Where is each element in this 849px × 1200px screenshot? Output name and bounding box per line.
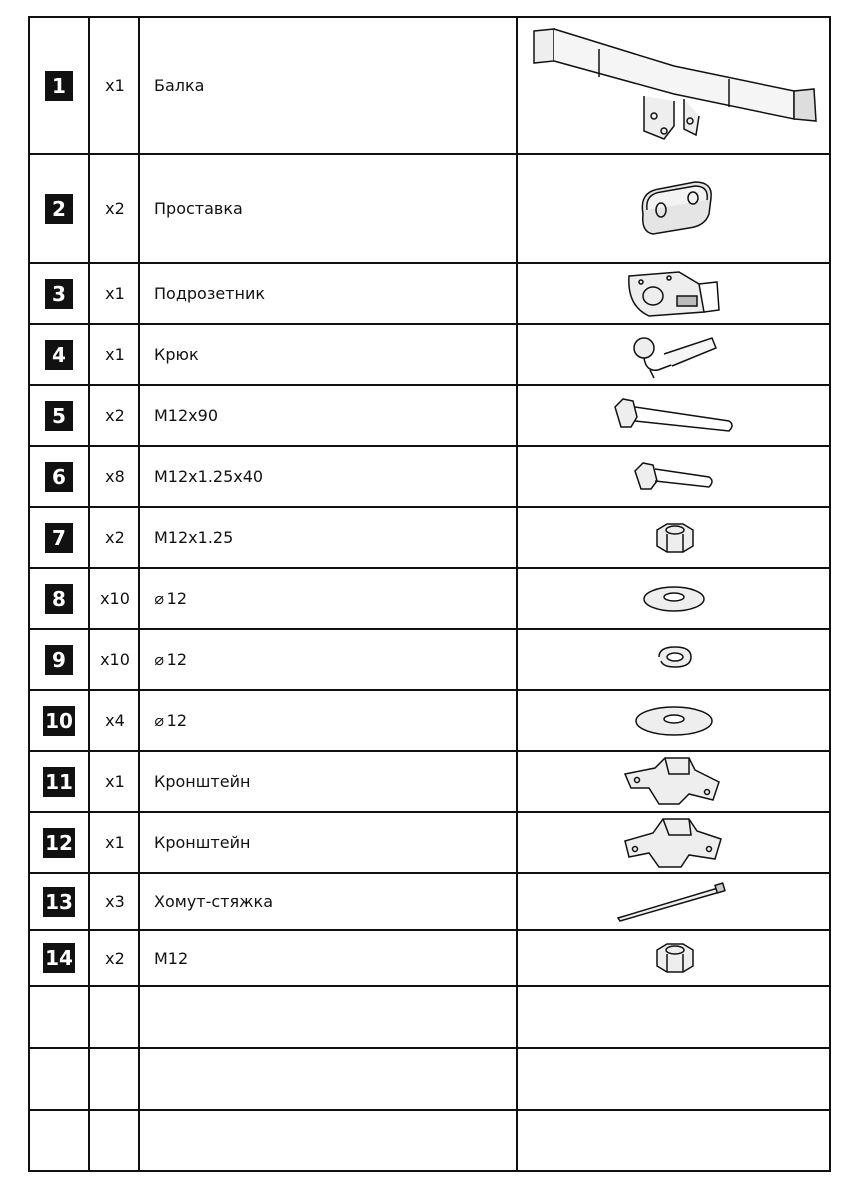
- part-quantity: x4: [105, 711, 125, 730]
- part-quantity: x1: [105, 345, 125, 364]
- table-row: [30, 18, 829, 155]
- part-name: Кронштейн: [154, 772, 251, 791]
- bracket-icon: [619, 754, 729, 810]
- part-quantity: x1: [105, 772, 125, 791]
- table-row: [30, 874, 829, 931]
- part-number-badge: 5: [45, 401, 73, 431]
- part-name: 12: [166, 589, 187, 608]
- bracket-icon: [619, 815, 729, 871]
- diameter-symbol: ⌀: [154, 589, 164, 608]
- part-number-badge: 11: [43, 767, 75, 797]
- part-quantity: x2: [105, 406, 125, 425]
- part-name: Балка: [154, 76, 205, 95]
- part-quantity: x1: [105, 284, 125, 303]
- part-number-badge: 2: [45, 194, 73, 224]
- part-name: Кронштейн: [154, 833, 251, 852]
- diameter-symbol: ⌀: [154, 711, 164, 730]
- part-number-badge: 13: [43, 887, 75, 917]
- table-row: [30, 447, 829, 508]
- table-row: [30, 264, 829, 325]
- part-number-badge: 12: [43, 828, 75, 858]
- part-number-badge: 6: [45, 462, 73, 492]
- part-name: Подрозетник: [154, 284, 266, 303]
- table-row: [30, 691, 829, 752]
- part-quantity: x1: [105, 833, 125, 852]
- table-row: [30, 325, 829, 386]
- hex-nut-icon: [649, 938, 699, 978]
- table-row: [30, 155, 829, 264]
- part-name: M12x90: [154, 406, 218, 425]
- table-row: [30, 386, 829, 447]
- tow-bar-beam-icon: [524, 21, 824, 151]
- part-quantity: x2: [105, 528, 125, 547]
- table-row: [30, 752, 829, 813]
- part-name: M12x1.25x40: [154, 467, 264, 486]
- large-washer-icon: [631, 703, 717, 739]
- socket-bracket-icon: [619, 266, 729, 322]
- part-name: 12: [166, 711, 187, 730]
- part-name: Крюк: [154, 345, 199, 364]
- part-quantity: x2: [105, 948, 125, 968]
- part-quantity: x8: [105, 467, 125, 486]
- empty-table-row: [30, 987, 829, 1049]
- bolt-long-icon: [609, 393, 739, 439]
- part-number-badge: 8: [45, 584, 73, 614]
- part-number-badge: 4: [45, 340, 73, 370]
- empty-table-row: [30, 1111, 829, 1170]
- part-quantity: x10: [100, 589, 130, 608]
- bolt-short-icon: [629, 457, 719, 497]
- part-name: 12: [166, 650, 187, 669]
- part-quantity: x10: [100, 650, 130, 669]
- part-name: Хомут-стяжка: [154, 892, 274, 911]
- table-row: [30, 813, 829, 874]
- part-number-badge: 9: [45, 645, 73, 675]
- part-number-badge: 3: [45, 279, 73, 309]
- part-number-badge: 7: [45, 523, 73, 553]
- flat-washer-icon: [639, 582, 709, 616]
- table-row: [30, 931, 829, 987]
- diameter-symbol: ⌀: [154, 650, 164, 669]
- part-name: M12x1.25: [154, 528, 234, 547]
- tow-hook-ball-icon: [624, 328, 724, 382]
- table-row: [30, 569, 829, 630]
- spacer-plate-icon: [629, 174, 719, 244]
- spring-washer-icon: [649, 643, 699, 677]
- empty-table-row: [30, 1049, 829, 1111]
- part-number-badge: 14: [43, 943, 75, 973]
- part-quantity: x3: [105, 892, 125, 911]
- hex-nut-icon: [649, 518, 699, 558]
- part-quantity: x1: [105, 76, 125, 95]
- part-quantity: x2: [105, 199, 125, 218]
- part-number-badge: 1: [45, 71, 73, 101]
- table-row: [30, 508, 829, 569]
- part-name: M12: [154, 948, 189, 968]
- part-number-badge: 10: [43, 706, 75, 736]
- part-name: Проставка: [154, 199, 243, 218]
- parts-table: [28, 16, 831, 1172]
- table-row: [30, 630, 829, 691]
- cable-tie-icon: [614, 880, 734, 924]
